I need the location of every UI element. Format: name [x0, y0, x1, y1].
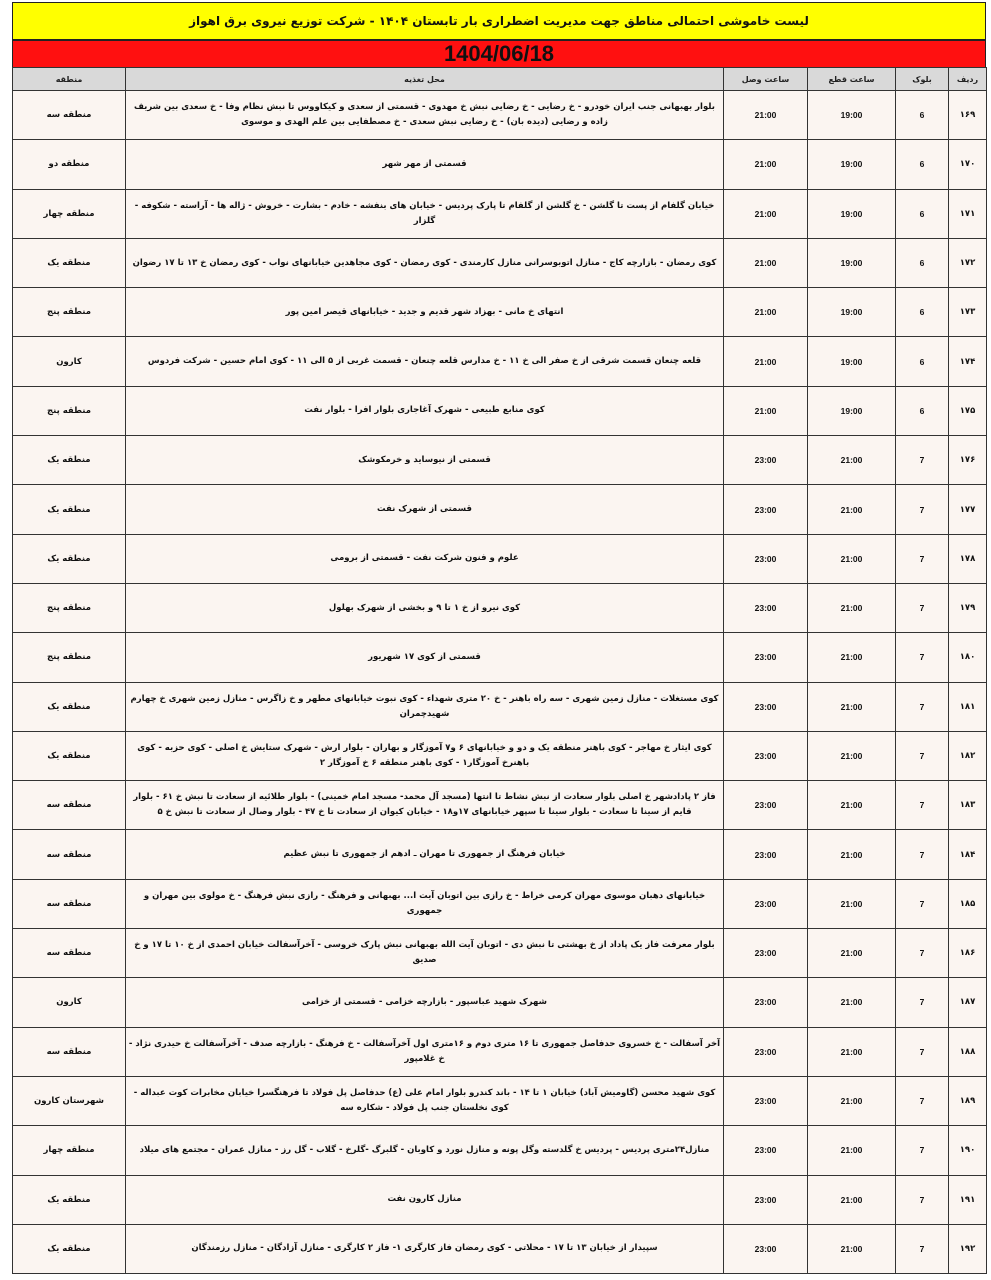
cell-cut-time: 21:00	[808, 682, 896, 731]
cell-region: منطقه یک	[13, 682, 126, 731]
header-cut-time: ساعت قطع	[808, 68, 896, 91]
cell-region: منطقه سه	[13, 781, 126, 830]
cell-region: منطقه پنج	[13, 583, 126, 632]
cell-block: 7	[896, 978, 949, 1027]
cell-row-number: ۱۹۰	[949, 1126, 987, 1175]
cell-cut-time: 21:00	[808, 978, 896, 1027]
header-connect-time: ساعت وصل	[724, 68, 808, 91]
cell-block: 7	[896, 682, 949, 731]
cell-connect-time: 23:00	[724, 1175, 808, 1224]
cell-cut-time: 21:00	[808, 633, 896, 682]
table-row	[13, 288, 987, 337]
cell-row-number: ۱۸۶	[949, 929, 987, 978]
table-row	[13, 978, 987, 1027]
cell-area: قسمتی از شهرک نفت	[126, 485, 724, 534]
cell-cut-time: 21:00	[808, 485, 896, 534]
cell-connect-time: 23:00	[724, 1224, 808, 1273]
cell-row-number: ۱۷۶	[949, 436, 987, 485]
cell-cut-time: 21:00	[808, 1126, 896, 1175]
cell-region: منطقه پنج	[13, 288, 126, 337]
cell-cut-time: 19:00	[808, 140, 896, 189]
cell-area: بلوار معرفت فاز یک پاداد از خ بهشتی تا نبش دی - اتوبان آیت الله بهبهانی نبش پارک خروسی - آخرآسفالت خیابان احمدی از خ ۱۰ تا ۱۷ و خ صدیق	[126, 929, 724, 978]
cell-row-number: ۱۸۱	[949, 682, 987, 731]
cell-row-number: ۱۸۲	[949, 731, 987, 780]
table-row	[13, 189, 987, 238]
cell-row-number: ۱۷۷	[949, 485, 987, 534]
cell-connect-time: 23:00	[724, 534, 808, 583]
cell-block: 6	[896, 386, 949, 435]
table-row	[13, 1027, 987, 1076]
table-row	[13, 140, 987, 189]
cell-cut-time: 21:00	[808, 781, 896, 830]
outage-sheet	[12, 0, 986, 1280]
cell-row-number: ۱۸۳	[949, 781, 987, 830]
cell-connect-time: 21:00	[724, 238, 808, 287]
cell-area: منازل کارون نفت	[126, 1175, 724, 1224]
cell-connect-time: 23:00	[724, 436, 808, 485]
table-row	[13, 1126, 987, 1175]
header-area: محل تغذیه	[126, 68, 724, 91]
cell-connect-time: 23:00	[724, 1076, 808, 1125]
cell-region: منطقه یک	[13, 1224, 126, 1273]
cell-row-number: ۱۸۵	[949, 879, 987, 928]
cell-cut-time: 21:00	[808, 879, 896, 928]
cell-connect-time: 23:00	[724, 731, 808, 780]
cell-cut-time: 21:00	[808, 929, 896, 978]
header-block: بلوک	[896, 68, 949, 91]
cell-area: منازل۲۴متری پردیس - پردیس خ گلدسته وگل پونه و منازل نورد و کاوبان - گلبرگ -گلرخ - گلاب - گل رز - منازل عمران - مجتمع های میلاد	[126, 1126, 724, 1175]
cell-area: کوی ایثار خ مهاجر - کوی باهنر منطقه یک و دو و خیابانهای ۶ و۷ آموزگار و بهاران - بلوار ارش - شهرک ستایش خ اصلی - کوی حزبه - کوی باهنرخ آموزگار۱ - کوی باهنر منطقه ۶ خ آموزگار ۲	[126, 731, 724, 780]
cell-area: خیابان فرهنگ از جمهوری تا مهران ـ ادهم از جمهوری تا نبش عظیم	[126, 830, 724, 879]
table-row	[13, 436, 987, 485]
cell-row-number: ۱۷۴	[949, 337, 987, 386]
cell-block: 7	[896, 1076, 949, 1125]
cell-row-number: ۱۸۷	[949, 978, 987, 1027]
cell-area: کوی منابع طبیعی - شهرک آغاجاری بلوار افرا - بلوار نفت	[126, 386, 724, 435]
cell-region: منطقه سه	[13, 1027, 126, 1076]
cell-region: کارون	[13, 337, 126, 386]
cell-cut-time: 21:00	[808, 534, 896, 583]
cell-connect-time: 23:00	[724, 929, 808, 978]
cell-connect-time: 23:00	[724, 1126, 808, 1175]
cell-region: منطقه یک	[13, 534, 126, 583]
sheet-title: لیست خاموشی احتمالی مناطق جهت مدیریت اضطراری بار تابستان ۱۴۰۴ - شرکت توزیع نیروی برق اهواز	[12, 2, 986, 40]
cell-cut-time: 19:00	[808, 386, 896, 435]
cell-connect-time: 21:00	[724, 140, 808, 189]
cell-block: 6	[896, 91, 949, 140]
cell-area: کوی مستغلات - منازل زمین شهری - سه راه باهنر - خ ۲۰ متری شهداء - کوی نبوت خیابانهای مطهر و خ زاگرس - منازل زمین شهری خ چهارم شهیدچمران	[126, 682, 724, 731]
cell-row-number: ۱۷۲	[949, 238, 987, 287]
cell-block: 7	[896, 830, 949, 879]
table-row	[13, 879, 987, 928]
cell-region: منطقه یک	[13, 1175, 126, 1224]
cell-connect-time: 21:00	[724, 288, 808, 337]
cell-block: 7	[896, 1126, 949, 1175]
table-header-row	[13, 68, 987, 91]
table-row	[13, 238, 987, 287]
sheet-date: 1404/06/18	[12, 40, 986, 68]
cell-cut-time: 21:00	[808, 1224, 896, 1273]
cell-connect-time: 23:00	[724, 1027, 808, 1076]
cell-row-number: ۱۹۲	[949, 1224, 987, 1273]
cell-region: منطقه چهار	[13, 1126, 126, 1175]
cell-row-number: ۱۸۴	[949, 830, 987, 879]
table-row	[13, 337, 987, 386]
cell-block: 6	[896, 140, 949, 189]
cell-connect-time: 23:00	[724, 830, 808, 879]
cell-area: کوی شهید محسن (گاومیش آباد) خیابان ۱ تا ۱۴ - باند کندرو بلوار امام علی (ع) حدفاصل پل فولاد تا فرهنگسرا خیابان مخابرات کوت عبداله - کوی نخلستان جنب پل فولاد - شکاره سه	[126, 1076, 724, 1125]
cell-area: خیابان گلفام از پست تا گلشن - خ گلشن از گلفام تا پارک پردیس - خیابان های بنفشه - خادم - بشارت - خروش - ژاله ها - آراسته - شکوفه - گلزار	[126, 189, 724, 238]
table-row	[13, 929, 987, 978]
cell-area: علوم و فنون شرکت نفت - قسمتی از برومی	[126, 534, 724, 583]
cell-connect-time: 21:00	[724, 337, 808, 386]
cell-area: آخر آسفالت - خ خسروی حدفاصل جمهوری تا ۱۶ متری دوم و ۱۶متری اول آخرآسفالت - خ فرهنگ - بازارچه صدف - آخرآسفالت خ حیدری نژاد - خ غلامپور	[126, 1027, 724, 1076]
table-row	[13, 682, 987, 731]
header-region: منطقه	[13, 68, 126, 91]
cell-cut-time: 21:00	[808, 1076, 896, 1125]
header-row-number: ردیف	[949, 68, 987, 91]
cell-block: 7	[896, 485, 949, 534]
table-row	[13, 781, 987, 830]
outage-table	[12, 67, 987, 1274]
cell-row-number: ۱۷۰	[949, 140, 987, 189]
cell-cut-time: 21:00	[808, 830, 896, 879]
cell-region: منطقه یک	[13, 238, 126, 287]
cell-row-number: ۱۸۹	[949, 1076, 987, 1125]
cell-block: 7	[896, 534, 949, 583]
cell-region: منطقه دو	[13, 140, 126, 189]
cell-cut-time: 21:00	[808, 1175, 896, 1224]
cell-block: 6	[896, 189, 949, 238]
cell-block: 7	[896, 633, 949, 682]
cell-cut-time: 21:00	[808, 731, 896, 780]
cell-area: قسمتی از نیوساید و خرمکوشک	[126, 436, 724, 485]
cell-block: 6	[896, 337, 949, 386]
cell-connect-time: 23:00	[724, 978, 808, 1027]
table-row	[13, 1076, 987, 1125]
cell-region: کارون	[13, 978, 126, 1027]
cell-row-number: ۱۸۸	[949, 1027, 987, 1076]
cell-area: قسمتی از کوی ۱۷ شهریور	[126, 633, 724, 682]
cell-area: سپیدار از خیابان ۱۳ تا ۱۷ - محلاتی - کوی رمضان فاز کارگری ۱- فاز ۲ کارگری - منازل آزادگان - منازل رزمندگان	[126, 1224, 724, 1273]
table-row	[13, 1224, 987, 1273]
cell-area: بلوار بهبهانی جنب ایران خودرو - خ رضایی - خ رضایی نبش خ مهدوی - قسمتی از سعدی و کیکاووس تا نبش نظام وفا - خ سعدی بین شریف زاده و رضایی (دیده بان) - خ رضایی نبش سعدی - خ مصطفایی بین علم الهدی و موسوی	[126, 91, 724, 140]
cell-connect-time: 21:00	[724, 91, 808, 140]
cell-block: 7	[896, 929, 949, 978]
cell-region: منطقه یک	[13, 731, 126, 780]
cell-block: 7	[896, 583, 949, 632]
table-body	[13, 91, 987, 1274]
cell-cut-time: 21:00	[808, 436, 896, 485]
cell-area: کوی رمضان - بازارچه کاج - منازل اتوبوسرانی منازل کارمندی - کوی رمضان - کوی مجاهدین خیابانهای نواب - کوی رمضان خ ۱۳ تا ۱۷ رضوان	[126, 238, 724, 287]
table-row	[13, 1175, 987, 1224]
cell-connect-time: 23:00	[724, 781, 808, 830]
cell-area: شهرک شهید عباسپور - بازارچه خزامی - قسمتی از خزامی	[126, 978, 724, 1027]
cell-cut-time: 19:00	[808, 189, 896, 238]
cell-connect-time: 23:00	[724, 583, 808, 632]
cell-connect-time: 23:00	[724, 485, 808, 534]
cell-block: 7	[896, 731, 949, 780]
cell-region: منطقه چهار	[13, 189, 126, 238]
cell-area: فاز ۲ پادادشهر خ اصلی بلوار سعادت از نبش نشاط تا انتها (مسجد آل محمد- مسجد امام خمینی) - بلوار طلائیه از سعادت تا نبش خ ۶۱ - بلوار قایم از سینا تا سعادت - بلوار سینا تا سپهر خیابانهای ۱۷و۱۸ - خیابان کیوان از سعادت تا خ ۴۷ - بلوار وصال از سعادت تا نبش خ ۵	[126, 781, 724, 830]
cell-block: 6	[896, 288, 949, 337]
cell-row-number: ۱۷۸	[949, 534, 987, 583]
table-row	[13, 91, 987, 140]
table-row	[13, 830, 987, 879]
cell-region: منطقه سه	[13, 830, 126, 879]
cell-region: منطقه پنج	[13, 633, 126, 682]
table-row	[13, 633, 987, 682]
table-row	[13, 485, 987, 534]
cell-region: منطقه یک	[13, 436, 126, 485]
cell-connect-time: 21:00	[724, 386, 808, 435]
cell-region: منطقه سه	[13, 879, 126, 928]
cell-cut-time: 19:00	[808, 337, 896, 386]
cell-block: 7	[896, 1027, 949, 1076]
cell-block: 7	[896, 1224, 949, 1273]
cell-row-number: ۱۷۵	[949, 386, 987, 435]
cell-block: 7	[896, 879, 949, 928]
table-row	[13, 731, 987, 780]
cell-block: 7	[896, 781, 949, 830]
table-row	[13, 386, 987, 435]
cell-row-number: ۱۷۱	[949, 189, 987, 238]
cell-region: منطقه یک	[13, 485, 126, 534]
cell-row-number: ۱۷۹	[949, 583, 987, 632]
cell-area: انتهای خ مانی - بهزاد شهر قدیم و جدید - خیابانهای قیصر امین پور	[126, 288, 724, 337]
cell-connect-time: 21:00	[724, 189, 808, 238]
cell-cut-time: 19:00	[808, 91, 896, 140]
cell-area: قسمتی از مهر شهر	[126, 140, 724, 189]
cell-block: 6	[896, 238, 949, 287]
cell-cut-time: 19:00	[808, 238, 896, 287]
cell-row-number: ۱۸۰	[949, 633, 987, 682]
cell-connect-time: 23:00	[724, 633, 808, 682]
cell-region: منطقه سه	[13, 929, 126, 978]
cell-region: منطقه پنج	[13, 386, 126, 435]
cell-cut-time: 21:00	[808, 583, 896, 632]
cell-block: 7	[896, 436, 949, 485]
table-row	[13, 534, 987, 583]
cell-area: کوی نیرو از خ ۱ تا ۹ و بخشی از شهرک بهلول	[126, 583, 724, 632]
cell-region: شهرستان کارون	[13, 1076, 126, 1125]
table-row	[13, 583, 987, 632]
cell-cut-time: 19:00	[808, 288, 896, 337]
cell-row-number: ۱۷۳	[949, 288, 987, 337]
cell-row-number: ۱۶۹	[949, 91, 987, 140]
cell-area: خیابانهای دهبان موسوی مهران کرمی خراط - خ رازی بین اتوبان آیت ا... بهبهانی و فرهنگ - رازی نبش فرهنگ - خ مولوی بین مهران و جمهوری	[126, 879, 724, 928]
cell-connect-time: 23:00	[724, 682, 808, 731]
cell-connect-time: 23:00	[724, 879, 808, 928]
cell-region: منطقه سه	[13, 91, 126, 140]
cell-cut-time: 21:00	[808, 1027, 896, 1076]
cell-block: 7	[896, 1175, 949, 1224]
cell-row-number: ۱۹۱	[949, 1175, 987, 1224]
cell-area: قلعه چنعان قسمت شرقی از خ صفر الی خ ۱۱ - خ مدارس قلعه چنعان - قسمت غربی از ۵ الی ۱۱ - کوی امام حسین - شرکت فردوس	[126, 337, 724, 386]
